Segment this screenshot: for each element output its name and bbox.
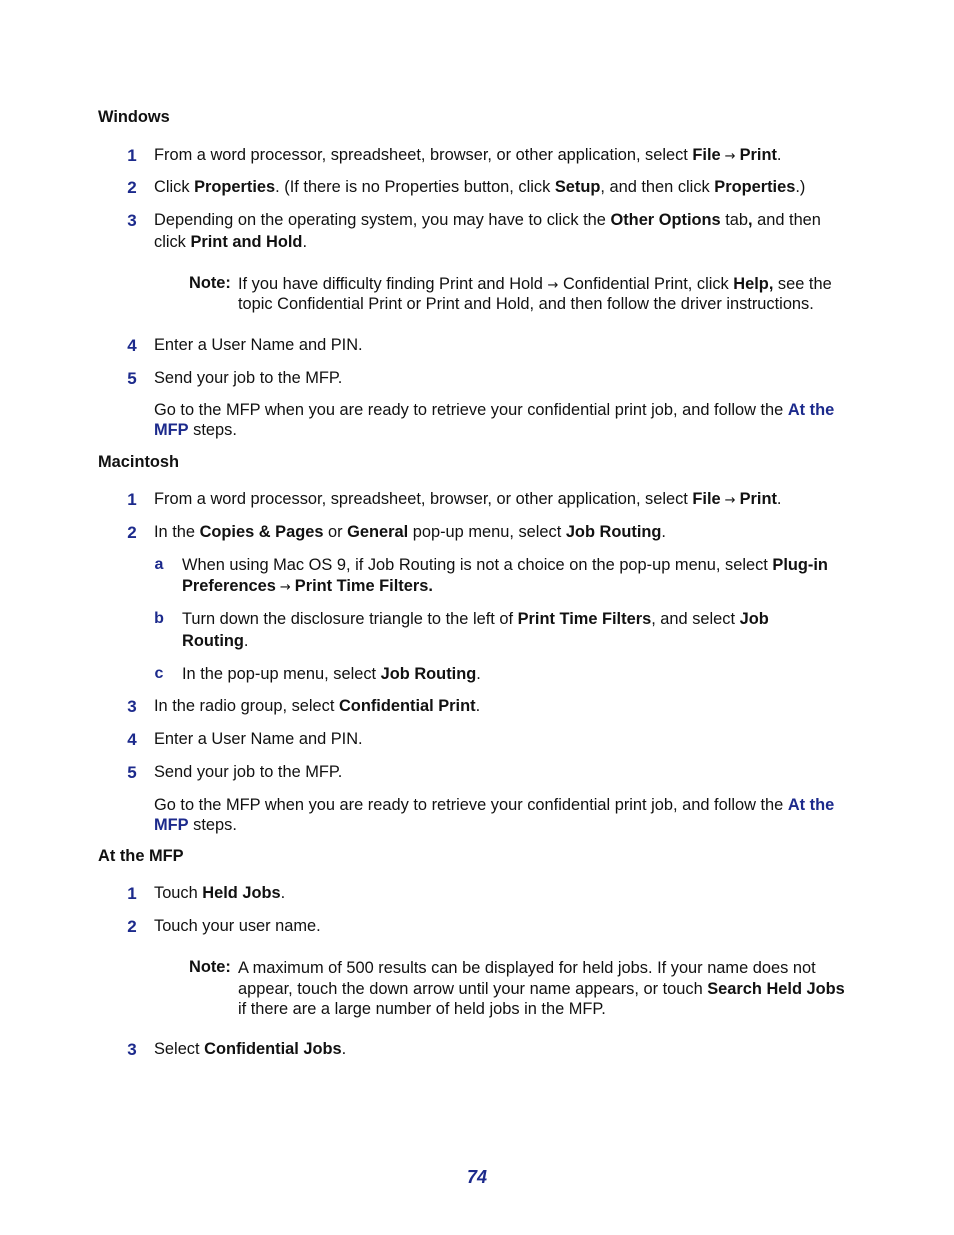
step-number: 1 — [127, 146, 137, 165]
step-text — [154, 177, 805, 198]
step-number: 2 — [127, 178, 137, 197]
substep-text-continued — [182, 576, 433, 598]
text-run: , — [748, 211, 753, 229]
menu-term: Setup — [554, 178, 601, 196]
followup-text — [154, 795, 834, 816]
followup-text-continued — [154, 815, 237, 836]
text-run: see the — [773, 275, 832, 293]
step-text — [154, 489, 781, 511]
step-number: 1 — [127, 884, 137, 903]
text-run: Touch — [154, 884, 203, 902]
substep-text — [182, 609, 769, 630]
note-text-continued: if there are a large number of held jobs in the MFP. — [238, 1000, 606, 1018]
step-text — [154, 696, 480, 717]
text-run: or — [323, 523, 348, 541]
text-run: , and select — [651, 610, 740, 628]
step-text: Send your job to the MFP. — [154, 369, 343, 387]
step-number: 1 — [127, 490, 137, 509]
step-number: 4 — [127, 730, 137, 749]
text-run: . — [776, 146, 782, 164]
step-number: 2 — [127, 917, 137, 936]
menu-term: Properties — [194, 178, 276, 196]
text-run: steps. — [188, 421, 237, 439]
menu-term: File — [692, 490, 721, 508]
text-run: Go to the MFP when you are ready to retrieve your confidential print job, and follow the — [154, 796, 788, 814]
menu-term: Confidential Jobs — [204, 1040, 342, 1058]
menu-term: Routing — [182, 632, 244, 650]
followup-text — [154, 400, 834, 421]
text-run: . — [776, 490, 782, 508]
menu-term: Held Jobs — [202, 884, 281, 902]
text-run: click — [154, 233, 191, 251]
text-run: . — [302, 233, 307, 251]
menu-term: File — [692, 146, 721, 164]
menu-term: Properties — [714, 178, 796, 196]
substep-text — [182, 664, 481, 685]
arrow-icon: → — [279, 580, 291, 595]
text-run: Confidential Print, click — [558, 275, 734, 293]
step-text — [154, 1039, 346, 1060]
menu-term: Job Routing — [565, 523, 662, 541]
text-run: , and then click — [600, 178, 715, 196]
menu-term: Print and Hold — [190, 233, 303, 251]
menu-term: Print Time Filters. — [294, 577, 433, 595]
text-run: In the radio group, select — [154, 697, 339, 715]
note-text: A maximum of 500 results can be displayed for held jobs. If your name does not — [238, 959, 816, 977]
step-text — [154, 883, 285, 904]
substep-letter: c — [154, 665, 164, 682]
text-run: In the — [154, 523, 200, 541]
menu-term: General — [347, 523, 409, 541]
text-run: appear, touch the down arrow until your name appears, or touch — [238, 980, 708, 998]
section-heading-at-the-mfp: At the MFP — [98, 847, 184, 865]
text-run: . — [475, 697, 481, 715]
at-the-mfp-link[interactable]: MFP — [154, 816, 189, 834]
substep-letter: a — [154, 556, 164, 573]
menu-term: Job Routing — [380, 665, 477, 683]
menu-term: Job — [739, 610, 769, 628]
menu-term: Other Options — [610, 211, 721, 229]
text-run: tab — [720, 211, 748, 229]
text-run: . — [243, 632, 249, 650]
at-the-mfp-link[interactable]: At the — [787, 401, 835, 419]
text-run: Go to the MFP when you are ready to retrieve your confidential print job, and follow the — [154, 401, 788, 419]
text-run: . (If there is no Properties button, click — [275, 178, 555, 196]
arrow-icon: → — [547, 278, 559, 293]
step-number: 5 — [127, 369, 137, 388]
step-number: 3 — [127, 697, 137, 716]
text-run: Click — [154, 178, 195, 196]
step-number: 4 — [127, 336, 137, 355]
step-number: 3 — [127, 211, 137, 230]
step-number: 5 — [127, 763, 137, 782]
note-label: Note: — [189, 274, 231, 292]
step-text: Send your job to the MFP. — [154, 763, 343, 781]
menu-term: Print — [739, 490, 777, 508]
step-text — [154, 145, 781, 167]
text-run: . — [341, 1040, 347, 1058]
note-text — [238, 274, 832, 296]
step-number: 3 — [127, 1040, 137, 1059]
text-run: pop-up menu, select — [408, 523, 566, 541]
text-run: Turn down the disclosure triangle to the left of — [182, 610, 518, 628]
substep-letter: b — [154, 610, 164, 627]
menu-term: Plug-in — [772, 556, 828, 574]
section-heading-windows: Windows — [98, 108, 170, 126]
text-run: When using Mac OS 9, if Job Routing is not a choice on the pop-up menu, select — [182, 556, 773, 574]
menu-term: Confidential Print — [338, 697, 476, 715]
step-text-continued — [154, 232, 307, 253]
arrow-icon: → — [724, 493, 736, 508]
note-text-continued — [238, 979, 845, 1000]
at-the-mfp-link[interactable]: MFP — [154, 421, 189, 439]
at-the-mfp-link[interactable]: At the — [787, 796, 835, 814]
menu-term: Print Time Filters — [517, 610, 652, 628]
step-text: Enter a User Name and PIN. — [154, 730, 363, 748]
note-label: Note: — [189, 958, 231, 976]
text-run: and then — [752, 211, 821, 229]
step-text: Touch your user name. — [154, 917, 321, 935]
section-heading-macintosh: Macintosh — [98, 453, 180, 471]
step-text: Enter a User Name and PIN. — [154, 336, 363, 354]
text-run: In the pop-up menu, select — [182, 665, 381, 683]
text-run: Select — [154, 1040, 205, 1058]
menu-term: Search Held Jobs — [707, 980, 845, 998]
followup-text-continued — [154, 420, 237, 441]
substep-text-continued — [182, 631, 248, 652]
step-text — [154, 522, 666, 543]
menu-term: Copies & Pages — [199, 523, 324, 541]
step-number: 2 — [127, 523, 137, 542]
text-run: From a word processor, spreadsheet, browser, or other application, select — [154, 490, 693, 508]
text-run: . — [280, 884, 286, 902]
note-text-continued: topic Confidential Print or Print and Hold, and then follow the driver instructions. — [238, 295, 814, 313]
text-run: . — [476, 665, 481, 683]
menu-term: Print — [739, 146, 777, 164]
text-run: steps. — [188, 816, 237, 834]
step-text — [154, 210, 821, 231]
arrow-icon: → — [724, 149, 736, 164]
text-run: If you have difficulty finding Print and Hold — [238, 275, 548, 293]
menu-term: Preferences — [182, 577, 276, 595]
text-run: From a word processor, spreadsheet, browser, or other application, select — [154, 146, 693, 164]
text-run: .) — [795, 178, 806, 196]
substep-text — [182, 555, 828, 576]
menu-term: Help, — [733, 275, 774, 293]
text-run: Depending on the operating system, you may have to click the — [154, 211, 611, 229]
text-run: . — [661, 523, 666, 541]
page-number: 74 — [466, 1167, 488, 1187]
